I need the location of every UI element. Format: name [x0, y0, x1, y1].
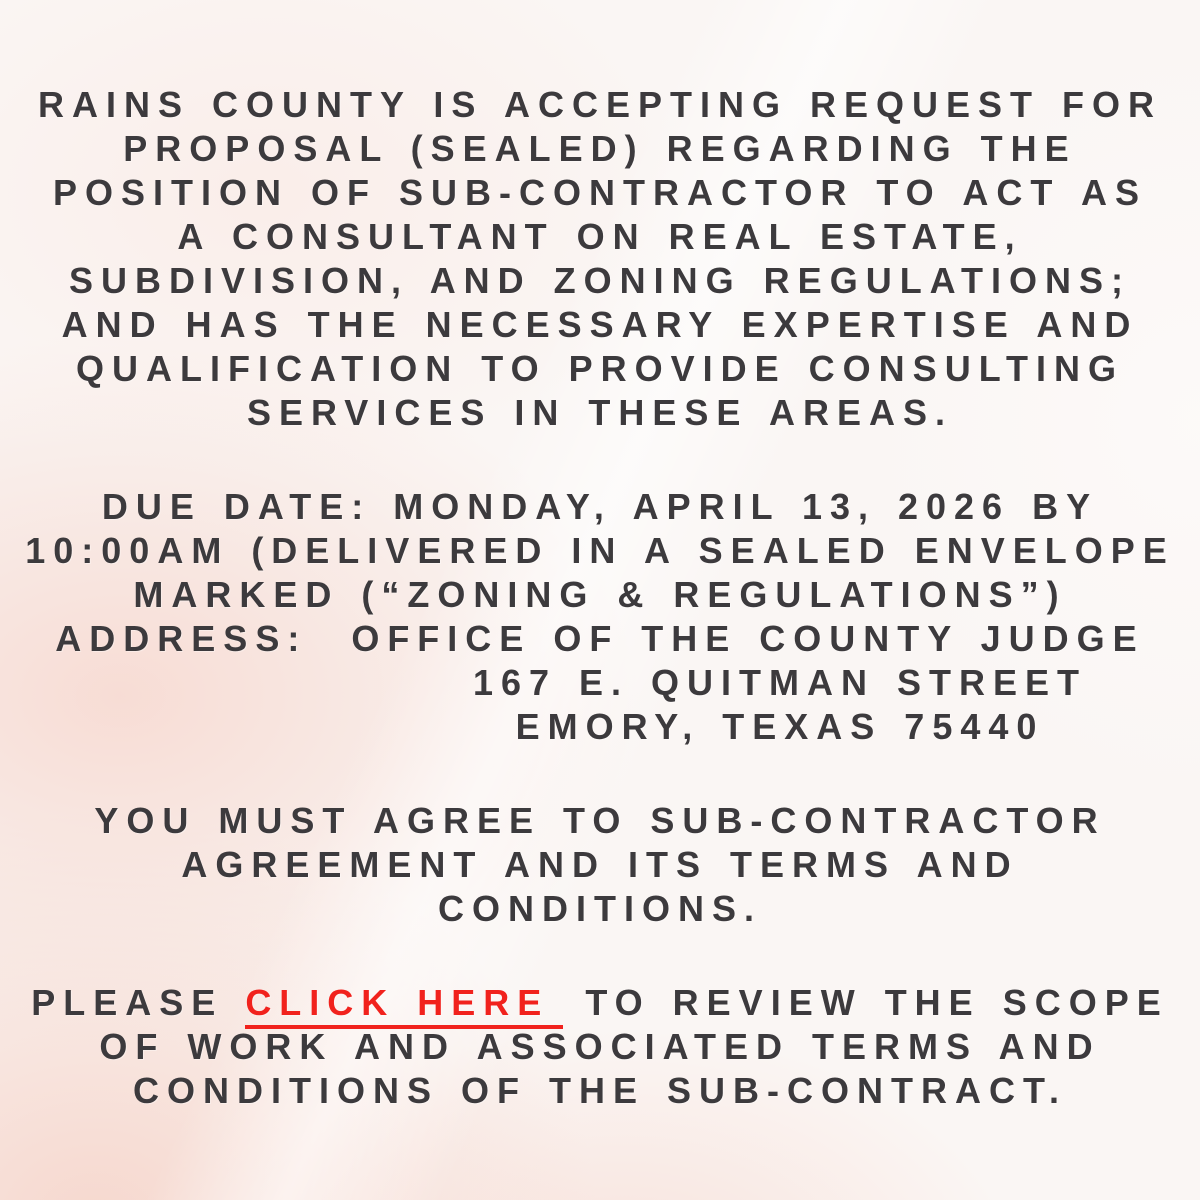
address-line: ADDRESS: OFFICE OF THE COUNTY JUDGE — [55, 618, 1145, 659]
cta-line: CONDITIONS OF THE SUB-CONTRACT. — [133, 1070, 1067, 1111]
intro-line: PROPOSAL (SEALED) REGARDING THE — [123, 128, 1077, 169]
intro-line: SUBDIVISION, AND ZONING REGULATIONS; — [68, 260, 1131, 301]
click-here-link[interactable]: CLICK HERE — [245, 982, 563, 1029]
address-street-line: 167 E. QUITMAN STREET — [472, 662, 1088, 703]
intro-line: AND HAS THE NECESSARY EXPERTISE AND — [61, 304, 1139, 345]
due-date-paragraph — [0, 485, 1200, 749]
due-date-line: MARKED (“ZONING & REGULATIONS”) — [133, 574, 1067, 615]
agreement-paragraph — [0, 799, 1200, 931]
intro-paragraph — [0, 83, 1200, 435]
due-date-line: 10:00AM (DELIVERED IN A SEALED ENVELOPE — [25, 530, 1175, 571]
cta-line-with-link — [0, 981, 1200, 1025]
intro-line: SERVICES IN THESE AREAS. — [246, 392, 954, 433]
cta-prefix: PLEASE — [31, 982, 246, 1023]
agreement-line: CONDITIONS. — [437, 888, 762, 929]
intro-line: QUALIFICATION TO PROVIDE CONSULTING — [76, 348, 1124, 389]
cta-suffix: TO REVIEW THE SCOPE — [563, 982, 1169, 1023]
intro-line: POSITION OF SUB-CONTRACTOR TO ACT AS — [52, 172, 1147, 213]
cta-paragraph — [0, 981, 1200, 1113]
intro-line: A CONSULTANT ON REAL ESTATE, — [177, 216, 1023, 257]
agreement-line: YOU MUST AGREE TO SUB-CONTRACTOR — [94, 800, 1106, 841]
address-city-line: EMORY, TEXAS 75440 — [515, 706, 1045, 747]
agreement-line: AGREEMENT AND ITS TERMS AND — [181, 844, 1019, 885]
intro-line: RAINS COUNTY IS ACCEPTING REQUEST FOR — [37, 84, 1163, 125]
cta-line: OF WORK AND ASSOCIATED TERMS AND — [99, 1026, 1101, 1067]
due-date-line: DUE DATE: MONDAY, APRIL 13, 2026 BY — [101, 486, 1099, 527]
